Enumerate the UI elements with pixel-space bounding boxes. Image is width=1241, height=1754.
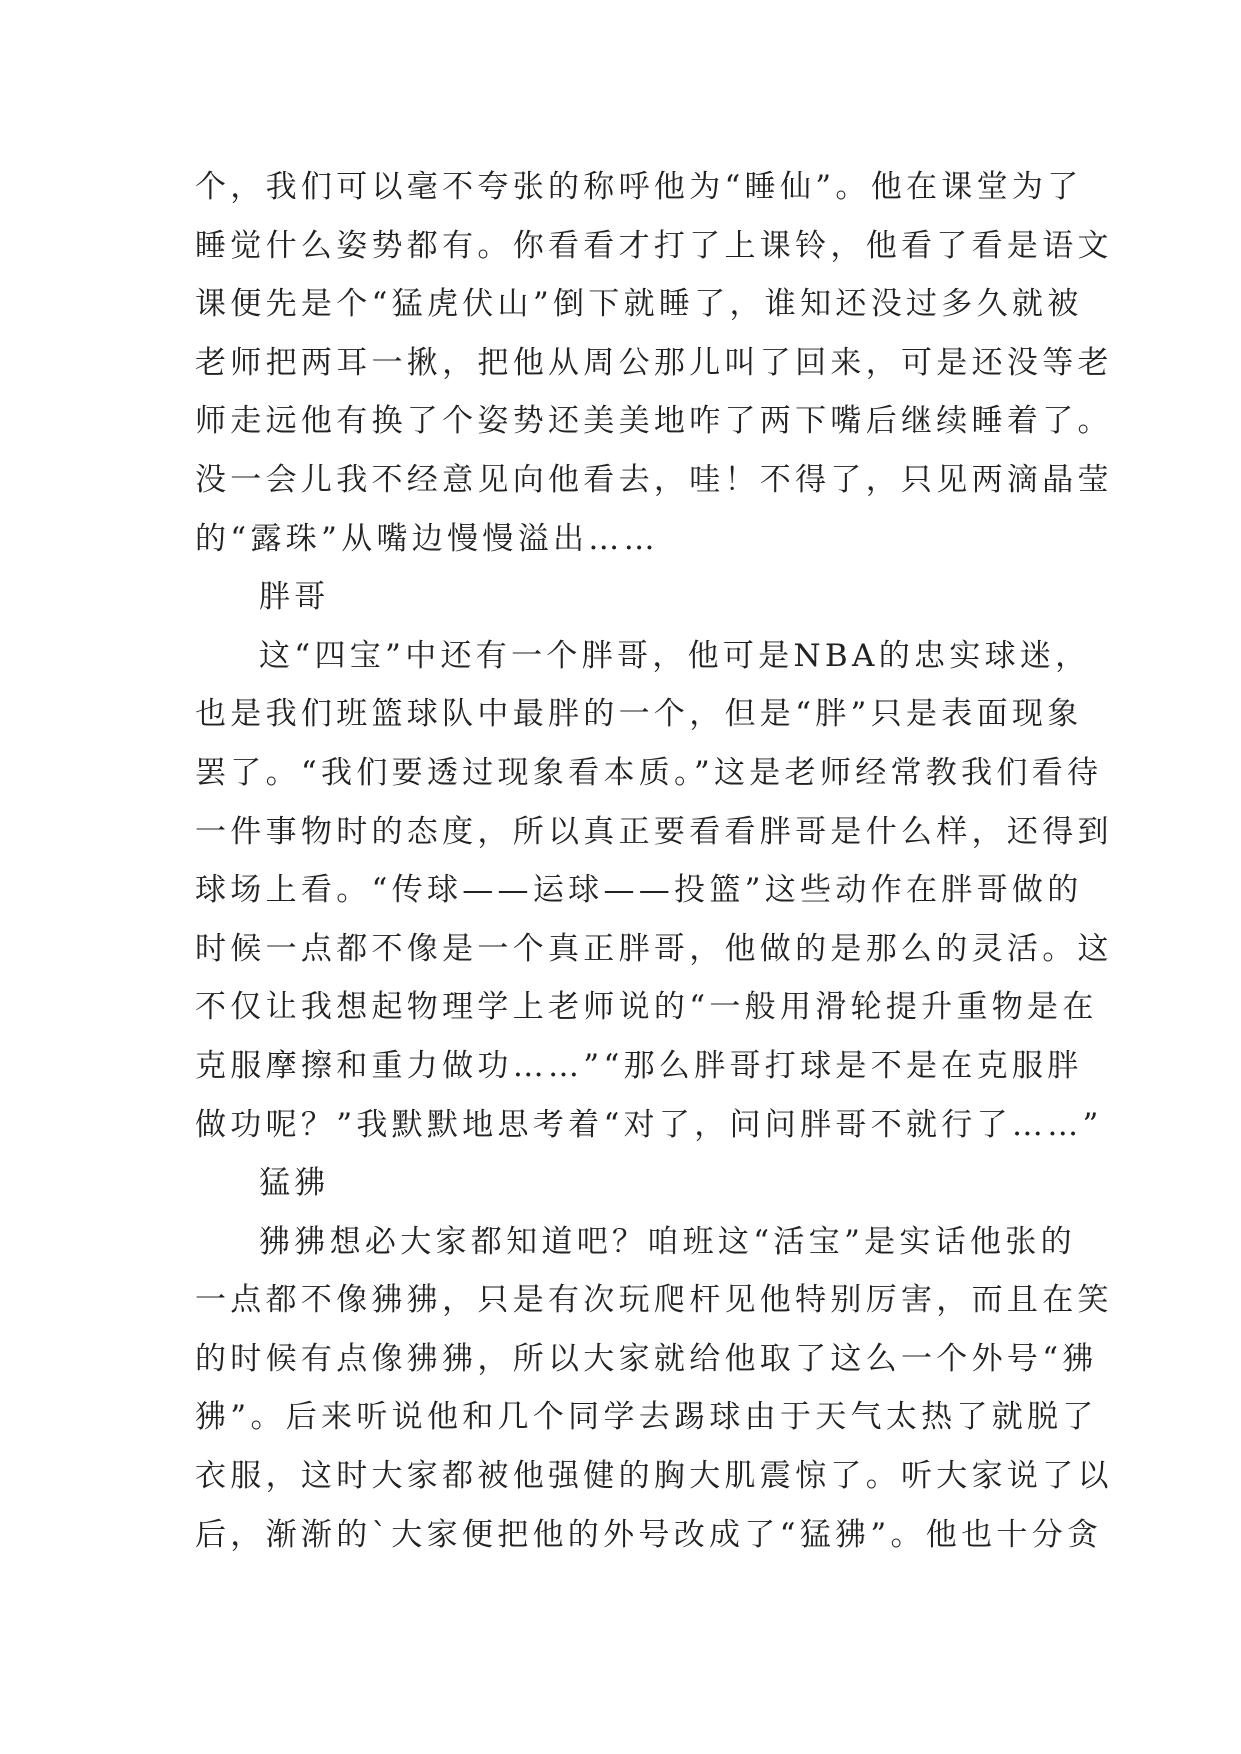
paragraph-line: 后，渐渐的`大家便把他的外号改成了“猛狒”。他也十分贪 bbox=[195, 1516, 1103, 1553]
paragraph-line-indented: 猛狒 bbox=[259, 1165, 330, 1202]
paragraph-line-indented: 胖哥 bbox=[259, 579, 330, 616]
paragraph-line-indented: 这“四宝”中还有一个胖哥，他可是NBA的忠实球迷， bbox=[259, 637, 1091, 674]
paragraph-line: 球场上看。“传球——运球——投篮”这些动作在胖哥做的 bbox=[195, 872, 1083, 909]
paragraph-line: 老师把两耳一揪，把他从周公那儿叫了回来，可是还没等老 bbox=[195, 344, 1113, 381]
paragraph-line-indented: 狒狒想必大家都知道吧？咱班这“活宝”是实话他张的 bbox=[259, 1223, 1076, 1260]
paragraph-line: 衣服，这时大家都被他强健的胸大肌震惊了。听大家说了以 bbox=[195, 1458, 1113, 1495]
paragraph-line: 罢了。“我们要透过现象看本质。”这是老师经常教我们看待 bbox=[195, 754, 1103, 791]
paragraph-line: 个，我们可以毫不夸张的称呼他为“睡仙”。他在课堂为了 bbox=[195, 169, 1083, 205]
paragraph-line: 狒”。后来听说他和几个同学去踢球由于天气太热了就脱了 bbox=[195, 1399, 1098, 1436]
document-body bbox=[195, 158, 1113, 1564]
paragraph-line: 的“露珠”从嘴边慢慢溢出…… bbox=[195, 520, 659, 557]
paragraph-line: 睡觉什么姿势都有。你看看才打了上课铃，他看了看是语文 bbox=[195, 227, 1113, 264]
paragraph-line: 课便先是个“猛虎伏山”倒下就睡了，谁知还没过多久就被 bbox=[195, 286, 1083, 323]
paragraph-line: 也是我们班篮球队中最胖的一个，但是“胖”只是表面现象 bbox=[195, 696, 1083, 733]
paragraph-line: 做功呢？”我默默地思考着“对了，问问胖哥不就行了……” bbox=[195, 1106, 1103, 1143]
paragraph-line: 没一会儿我不经意见向他看去，哇！不得了，只见两滴晶莹 bbox=[195, 461, 1113, 498]
paragraph-line: 一点都不像狒狒，只是有次玩爬杆见他特别厉害，而且在笑 bbox=[195, 1282, 1113, 1319]
paragraph-line: 时候一点都不像是一个真正胖哥，他做的是那么的灵活。这 bbox=[195, 930, 1113, 967]
paragraph-line: 不仅让我想起物理学上老师说的“一般用滑轮提升重物是在 bbox=[195, 989, 1098, 1026]
paragraph-line: 师走远他有换了个姿势还美美地咋了两下嘴后继续睡着了。 bbox=[195, 403, 1113, 440]
paragraph-line: 克服摩擦和重力做功……”“那么胖哥打球是不是在克服胖 bbox=[195, 1047, 1083, 1084]
paragraph-line: 一件事物时的态度，所以真正要看看胖哥是什么样，还得到 bbox=[195, 813, 1113, 850]
paragraph-line: 的时候有点像狒狒，所以大家就给他取了这么一个外号“狒 bbox=[195, 1340, 1098, 1377]
